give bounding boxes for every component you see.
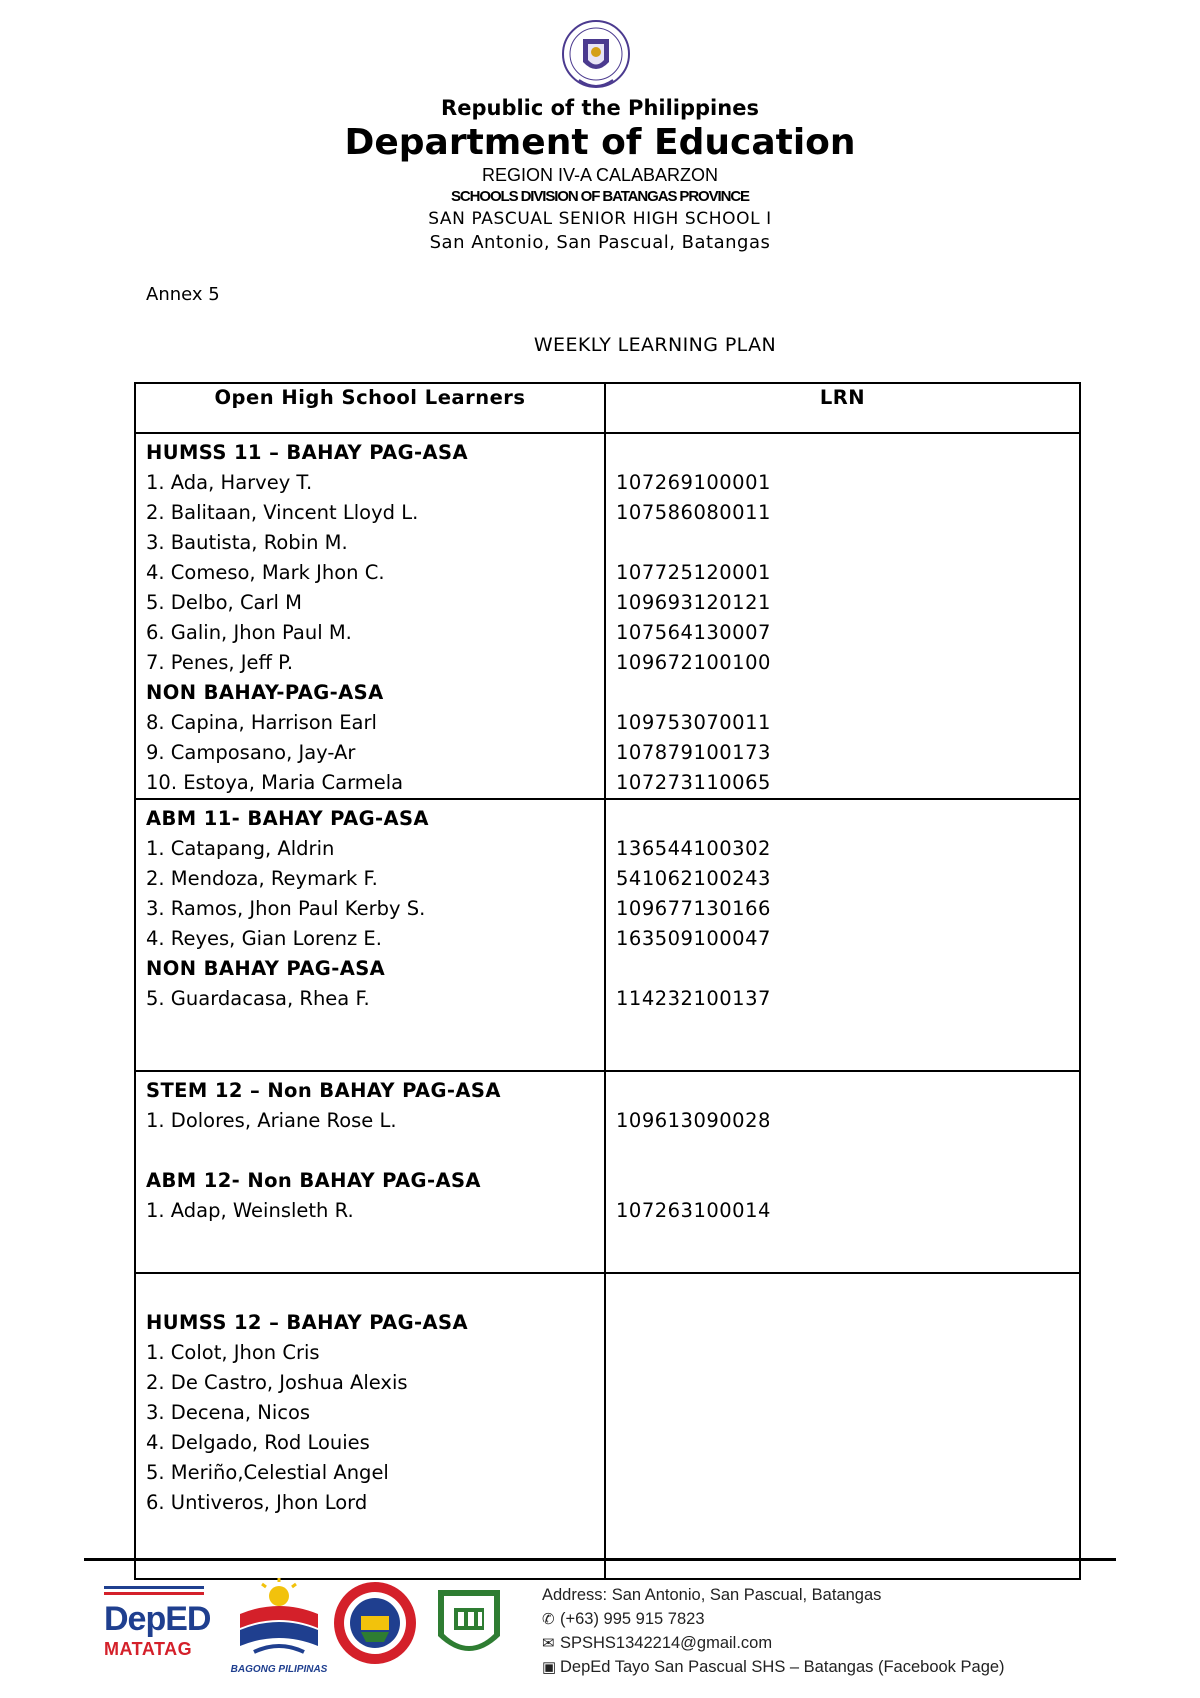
learner-lrn xyxy=(616,1166,1079,1196)
learner-lrn xyxy=(616,1278,1079,1308)
learner-lrn xyxy=(616,528,1079,558)
school-seal-icon xyxy=(432,1582,506,1666)
learner-lrn: 109672100100 xyxy=(616,651,771,674)
footer-divider xyxy=(84,1558,1116,1561)
learners-cell xyxy=(135,799,605,1071)
learner-name: 6. Untiveros, Jhon Lord xyxy=(146,1491,368,1514)
table-section xyxy=(135,1273,1080,1579)
annex-label: Annex 5 xyxy=(146,284,220,305)
footer-contact xyxy=(542,1583,1005,1679)
division-line: SCHOOLS DIVISION OF BATANGAS PROVINCE xyxy=(451,188,749,205)
learner-name: 5. Guardacasa, Rhea F. xyxy=(146,987,370,1010)
learner-name: 1. Dolores, Ariane Rose L. xyxy=(146,1109,397,1132)
learner-name: 6. Galin, Jhon Paul M. xyxy=(146,621,352,644)
learner-name: 3. Bautista, Robin M. xyxy=(146,531,348,554)
learner-name xyxy=(146,1136,604,1166)
learner-name: 1. Ada, Harvey T. xyxy=(146,471,313,494)
school-address: San Antonio, San Pascual, Batangas xyxy=(429,232,771,253)
division-seal-icon xyxy=(332,1580,418,1666)
learner-lrn xyxy=(616,954,1079,984)
learner-lrn: 109753070011 xyxy=(616,711,771,734)
learner-lrn xyxy=(616,678,1079,708)
section-heading: ABM 11- BAHAY PAG-ASA xyxy=(146,807,429,830)
learner-name: 7. Penes, Jeff P. xyxy=(146,651,294,674)
letterhead xyxy=(0,94,1200,254)
learner-name: 8. Capina, Harrison Earl xyxy=(146,711,377,734)
section-heading: NON BAHAY-PAG-ASA xyxy=(146,681,384,704)
learner-name: 5. Delbo, Carl M xyxy=(146,591,302,614)
deped-seal-icon xyxy=(561,14,631,98)
lrn-cell xyxy=(605,1071,1080,1273)
learner-name: 4. Delgado, Rod Louies xyxy=(146,1431,370,1454)
learner-lrn: 541062100243 xyxy=(616,867,771,890)
learner-name: 2. Balitaan, Vincent Lloyd L. xyxy=(146,501,419,524)
republic-line: Republic of the Philippines xyxy=(441,96,759,120)
learners-cell xyxy=(135,1071,605,1273)
learner-lrn xyxy=(616,1338,1079,1368)
learner-lrn xyxy=(616,1428,1079,1458)
lrn-cell xyxy=(605,799,1080,1071)
learner-lrn: 136544100302 xyxy=(616,837,771,860)
learner-name: 3. Ramos, Jhon Paul Kerby S. xyxy=(146,897,426,920)
learner-lrn xyxy=(616,1398,1079,1428)
learner-lrn: 107273110065 xyxy=(616,771,771,794)
phone-icon: ✆ xyxy=(542,1611,555,1628)
learner-name: 1. Adap, Weinsleth R. xyxy=(146,1199,354,1222)
learners-cell xyxy=(135,1273,605,1579)
section-heading: HUMSS 12 – BAHAY PAG-ASA xyxy=(146,1311,468,1334)
learner-name: 5. Meriño,Celestial Angel xyxy=(146,1461,389,1484)
learner-name: 2. Mendoza, Reymark F. xyxy=(146,867,378,890)
deped-matatag-logo xyxy=(104,1586,211,1682)
monitor-icon: ▣ xyxy=(542,1659,557,1676)
header-learners: Open High School Learners xyxy=(135,383,605,433)
section-heading: STEM 12 – Non BAHAY PAG-ASA xyxy=(146,1079,501,1102)
learner-lrn xyxy=(616,1488,1079,1518)
matatag-wordmark: MATATAG xyxy=(104,1639,193,1659)
section-heading: HUMSS 11 – BAHAY PAG-ASA xyxy=(146,441,468,464)
learner-lrn: 107725120001 xyxy=(616,561,771,584)
lrn-cell xyxy=(605,1273,1080,1579)
learner-lrn: 107879100173 xyxy=(616,741,771,764)
header-lrn: LRN xyxy=(605,383,1080,433)
region-line: REGION IV-A CALABARZON xyxy=(481,165,719,185)
bagong-pilipinas-text: BAGONG PILIPINAS xyxy=(230,1664,328,1675)
mail-icon: ✉ xyxy=(542,1635,555,1652)
learners-table xyxy=(134,382,1081,1580)
learner-name xyxy=(146,1278,604,1308)
bagong-pilipinas-logo xyxy=(226,1576,332,1686)
footer-address: Address: San Antonio, San Pascual, Batangas xyxy=(542,1586,882,1604)
learners-cell xyxy=(135,433,605,799)
footer-email[interactable]: SPSHS1342214@gmail.com xyxy=(560,1634,773,1652)
learner-lrn: 114232100137 xyxy=(616,987,771,1010)
page-title: WEEKLY LEARNING PLAN xyxy=(533,334,777,356)
learner-lrn xyxy=(616,1308,1079,1338)
department-title: Department of Education xyxy=(344,122,856,163)
section-heading: ABM 12- Non BAHAY PAG-ASA xyxy=(146,1169,481,1192)
lrn-cell xyxy=(605,433,1080,799)
learner-lrn xyxy=(616,804,1079,834)
bagong-pilipinas-icon xyxy=(226,1576,332,1660)
footer-facebook[interactable]: DepEd Tayo San Pascual SHS – Batangas (Facebook Page) xyxy=(560,1658,1005,1676)
school-name: SAN PASCUAL SENIOR HIGH SCHOOL I xyxy=(428,209,772,229)
learner-lrn: 107263100014 xyxy=(616,1199,771,1222)
table-section xyxy=(135,433,1080,799)
learner-lrn xyxy=(616,1076,1079,1106)
footer-phone-row xyxy=(542,1607,1005,1631)
learner-lrn xyxy=(616,438,1079,468)
learner-name: 1. Catapang, Aldrin xyxy=(146,837,335,860)
learner-name: 1. Colot, Jhon Cris xyxy=(146,1341,320,1364)
deped-wordmark: DepED xyxy=(104,1600,211,1638)
table-section xyxy=(135,1071,1080,1273)
learner-lrn: 107586080011 xyxy=(616,501,771,524)
learner-lrn: 107269100001 xyxy=(616,471,771,494)
learner-lrn xyxy=(616,1368,1079,1398)
table-header-row xyxy=(135,383,1080,433)
learner-lrn xyxy=(616,1458,1079,1488)
footer-facebook-row xyxy=(542,1655,1005,1679)
table-section xyxy=(135,799,1080,1071)
learner-lrn: 109693120121 xyxy=(616,591,771,614)
learner-name: 10. Estoya, Maria Carmela xyxy=(146,771,404,794)
learner-name: 4. Comeso, Mark Jhon C. xyxy=(146,561,385,584)
learner-name: 2. De Castro, Joshua Alexis xyxy=(146,1371,408,1394)
learner-name: 3. Decena, Nicos xyxy=(146,1401,311,1424)
learner-lrn: 109677130166 xyxy=(616,897,771,920)
footer-phone: (+63) 995 915 7823 xyxy=(560,1610,705,1628)
learner-name: 4. Reyes, Gian Lorenz E. xyxy=(146,927,382,950)
learner-lrn: 109613090028 xyxy=(616,1109,771,1132)
learner-lrn: 163509100047 xyxy=(616,927,771,950)
learner-lrn: 107564130007 xyxy=(616,621,771,644)
footer-email-row xyxy=(542,1631,1005,1655)
section-heading: NON BAHAY PAG-ASA xyxy=(146,957,386,980)
learner-name: 9. Camposano, Jay-Ar xyxy=(146,741,356,764)
learner-lrn xyxy=(616,1136,1079,1166)
